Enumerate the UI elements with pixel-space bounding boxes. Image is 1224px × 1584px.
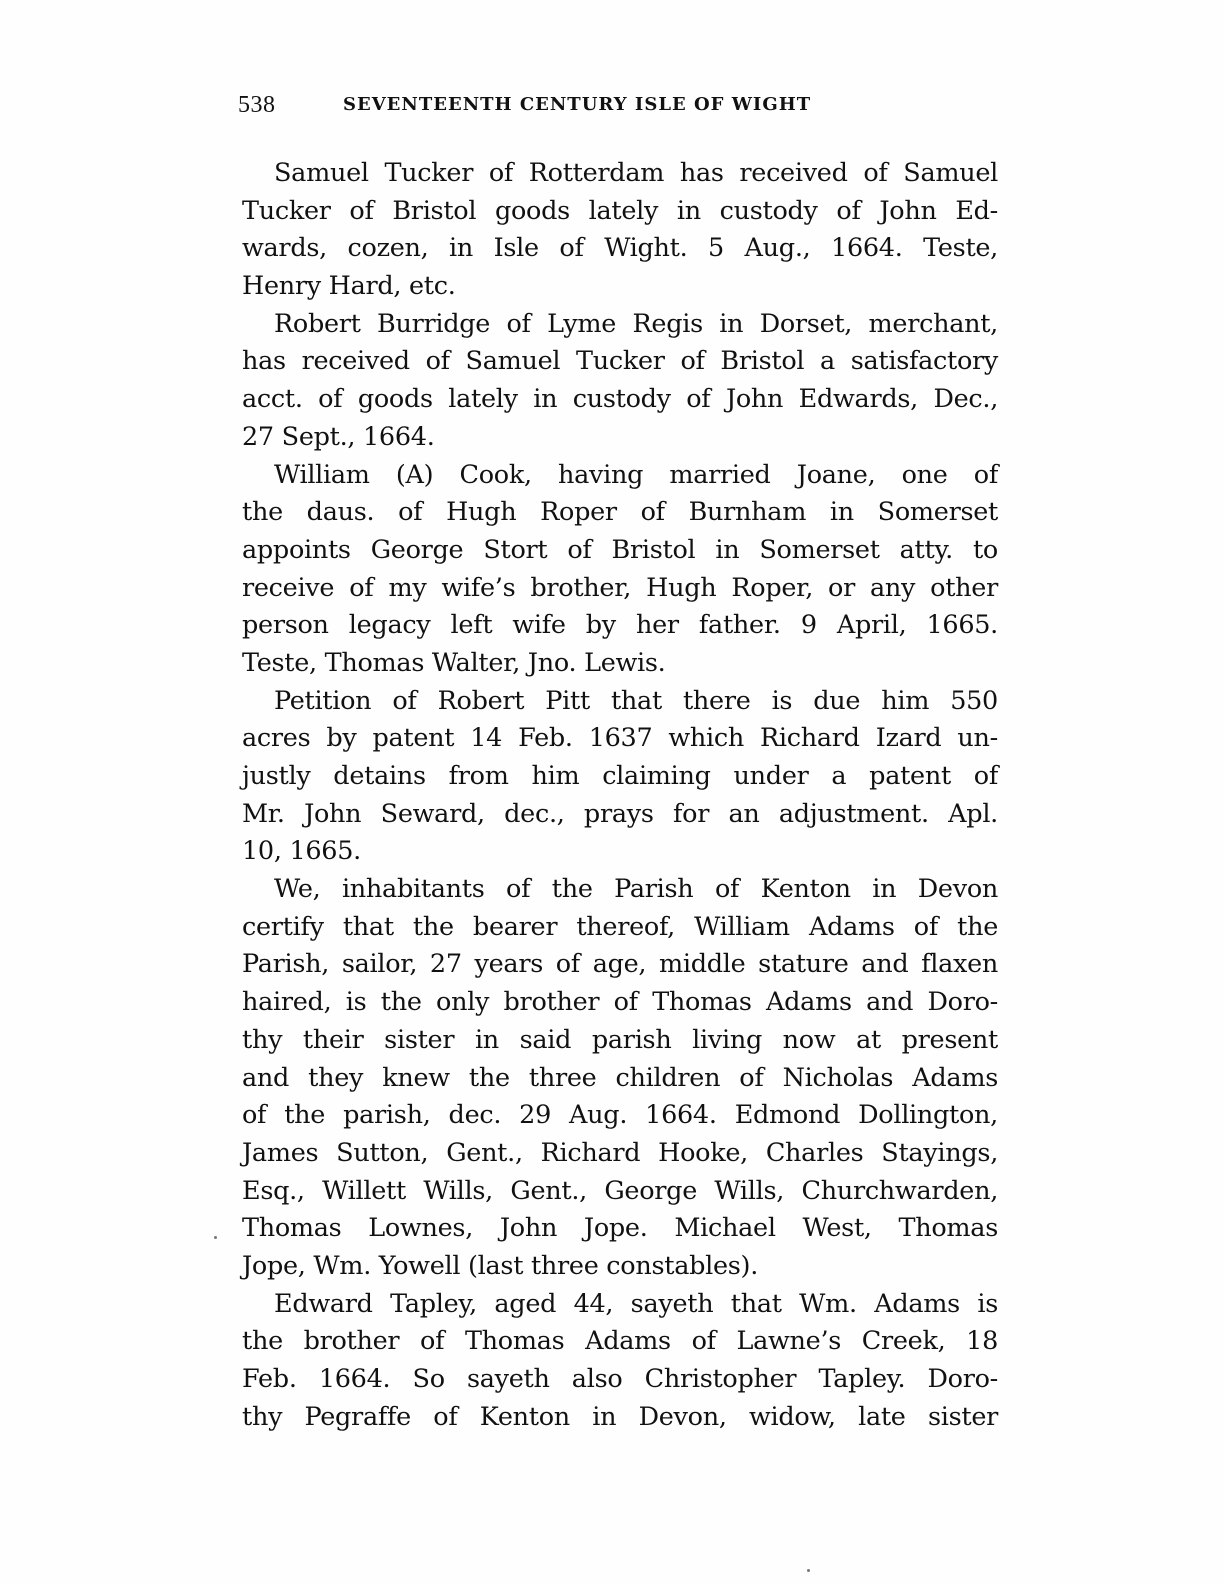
- text-line: appoints George Stort of Bristol in Somerset atty. to: [242, 534, 998, 565]
- text-line: Henry Hard, etc.: [242, 271, 456, 302]
- scan-speck: [807, 1569, 810, 1572]
- text-line: Edward Tapley, aged 44, sayeth that Wm. Adams is: [274, 1288, 998, 1319]
- text-line: 27 Sept., 1664.: [242, 421, 435, 452]
- text-line: and they knew the three children of Nicholas Adams: [242, 1062, 998, 1093]
- paragraph-tucker-receipt: [242, 155, 998, 306]
- text-line: Thomas Lownes, John Jope. Michael West, Thomas: [242, 1213, 998, 1244]
- text-line: the brother of Thomas Adams of Lawne’s Creek, 18: [242, 1326, 998, 1357]
- text-line: acres by patent 14 Feb. 1637 which Richard Izard un-: [242, 723, 998, 754]
- paragraph-tapley-deposition: [242, 1286, 998, 1437]
- text-line: Petition of Robert Pitt that there is due him 550: [274, 685, 998, 716]
- text-line: Tucker of Bristol goods lately in custody of John Ed-: [242, 195, 998, 226]
- text-line: person legacy left wife by her father. 9 April, 1665.: [242, 610, 998, 641]
- text-line: justly detains from him claiming under a patent of: [242, 761, 998, 791]
- text-line: Jope, Wm. Yowell (last three constables).: [242, 1250, 759, 1281]
- text-line: thy their sister in said parish living now at present: [242, 1024, 998, 1055]
- text-line: William (A) Cook, having married Joane, one of: [274, 459, 998, 490]
- text-line: Feb. 1664. So sayeth also Christopher Tapley. Doro-: [242, 1364, 998, 1394]
- paragraph-pitt-petition: [242, 683, 998, 871]
- page-body: [242, 155, 998, 1436]
- text-line: wards, cozen, in Isle of Wight. 5 Aug., 1664. Teste,: [242, 233, 998, 264]
- text-line: Teste, Thomas Walter, Jno. Lewis.: [242, 647, 666, 678]
- text-line: James Sutton, Gent., Richard Hooke, Charles Stayings,: [242, 1137, 998, 1168]
- text-line: receive of my wife’s brother, Hugh Roper, or any other: [242, 572, 998, 603]
- text-line: haired, is the only brother of Thomas Adams and Doro-: [242, 987, 998, 1018]
- text-line: We, inhabitants of the Parish of Kenton in Devon: [274, 874, 998, 905]
- text-line: Esq., Willett Wills, Gent., George Wills, Churchwarden,: [242, 1175, 998, 1206]
- text-line: Samuel Tucker of Rotterdam has received of Samuel: [274, 158, 998, 188]
- text-line: thy Pegraffe of Kenton in Devon, widow, late sister: [242, 1401, 998, 1432]
- scan-speck: [214, 1236, 217, 1239]
- paragraph-burridge-receipt: [242, 306, 998, 457]
- text-line: of the parish, dec. 29 Aug. 1664. Edmond Dollington,: [242, 1100, 998, 1131]
- text-line: has received of Samuel Tucker of Bristol a satisfactory: [242, 346, 998, 377]
- text-line: certify that the bearer thereof, William Adams of the: [242, 911, 998, 942]
- text-line: 10, 1665.: [242, 836, 361, 867]
- paragraph-kenton-certificate: [242, 871, 998, 1286]
- text-line: Mr. John Seward, dec., prays for an adjustment. Apl.: [242, 798, 998, 829]
- running-title: SEVENTEENTH CENTURY ISLE OF WIGHT: [343, 94, 812, 115]
- page-number: 538: [238, 92, 276, 118]
- text-line: the daus. of Hugh Roper of Burnham in Somerset: [242, 497, 998, 528]
- text-line: Robert Burridge of Lyme Regis in Dorset, merchant,: [274, 308, 998, 339]
- text-line: acct. of goods lately in custody of John Edwards, Dec.,: [242, 384, 998, 415]
- paragraph-cook-appointment: [242, 457, 998, 683]
- page-header: [238, 92, 868, 124]
- text-line: Parish, sailor, 27 years of age, middle stature and flaxen: [242, 949, 998, 980]
